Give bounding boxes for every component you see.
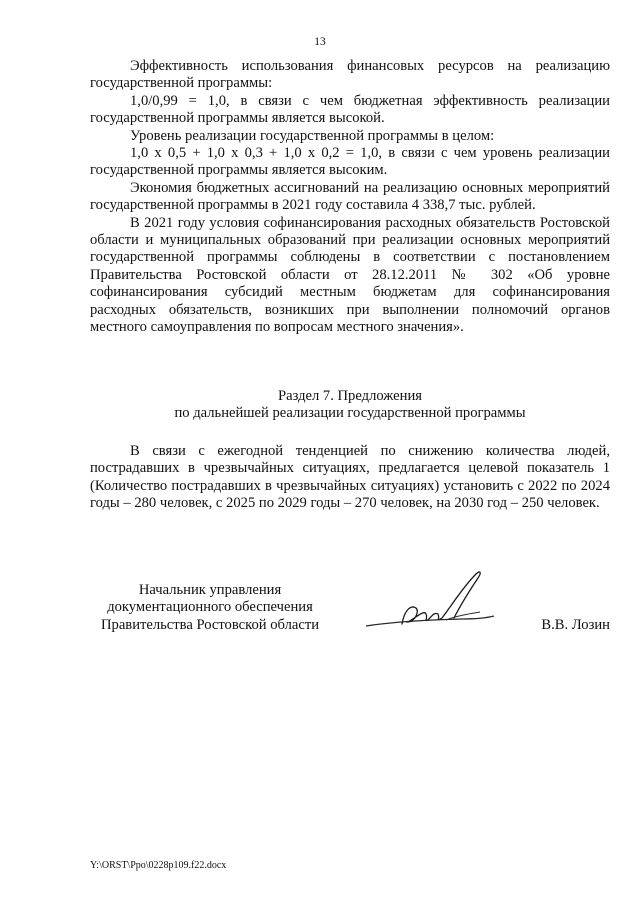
section-heading — [90, 388, 610, 423]
signer-title-line: Начальник управления — [138, 582, 282, 598]
paragraph-level-intro: Уровень реализации государственной программы в целом: — [130, 127, 495, 144]
paragraph-proposal: В связи с ежегодной тенденцией по снижению количества людей, пострадавших в чрезвычайных ситуациях, предлагается целевой показатель 1 (Количество пострадавших в чрезвычайных ситуациях) установить с 2022 по 2024 годы – 280 человек, с 2025 по 2029 годы – 270 человек, на 2030 год – 250 человек. — [90, 443, 610, 512]
signer-title-line: документационного обеспечения — [107, 599, 313, 616]
file-path: Y:\ORST\Ppo\0228p109.f22.docx — [90, 860, 227, 871]
page-number: 13 — [314, 36, 326, 48]
paragraph-cofinancing: В 2021 году условия софинансирования расходных обязательств Ростовской области и муниципальных образований при реализации основных мероприятий государственной программы соблюдены в соответствии с постановлением Правительства Ростовской области от 28.12.2011 № 302 «Об уровне софинансирования субсидий местным бюджетам для софинансирования расходных обязательств, возникших при выполнении полномочий органов местного самоуправления по вопросам местного значения». — [90, 214, 610, 336]
paragraph-efficiency-intro: Эффективность использования финансовых ресурсов на реализацию государственной программы: — [90, 58, 610, 92]
body-text — [90, 58, 610, 337]
section-title: Раздел 7. Предложения — [278, 388, 422, 404]
paragraph-budget-efficiency: 1,0/0,99 = 1,0, в связи с чем бюджетная эффективность реализации государственной программы является высокой. — [90, 92, 610, 127]
proposal-text — [90, 443, 610, 513]
signer-title — [90, 582, 330, 634]
signer-name: В.В. Лозин — [541, 617, 610, 633]
section-subtitle: по дальнейшей реализации государственной программы — [174, 405, 526, 422]
signer-title-line: Правительства Ростовской области — [100, 616, 320, 633]
paragraph-savings: Экономия бюджетных ассигнований на реализацию основных мероприятий государственной программы в 2021 году составила 4 338,7 тыс. рублей. — [90, 179, 610, 214]
handwritten-signature — [362, 566, 498, 638]
paragraph-level-formula: 1,0 х 0,5 + 1,0 х 0,3 + 1,0 х 0,2 = 1,0, в связи с чем уровень реализации государственной программы является высоким. — [90, 145, 610, 179]
